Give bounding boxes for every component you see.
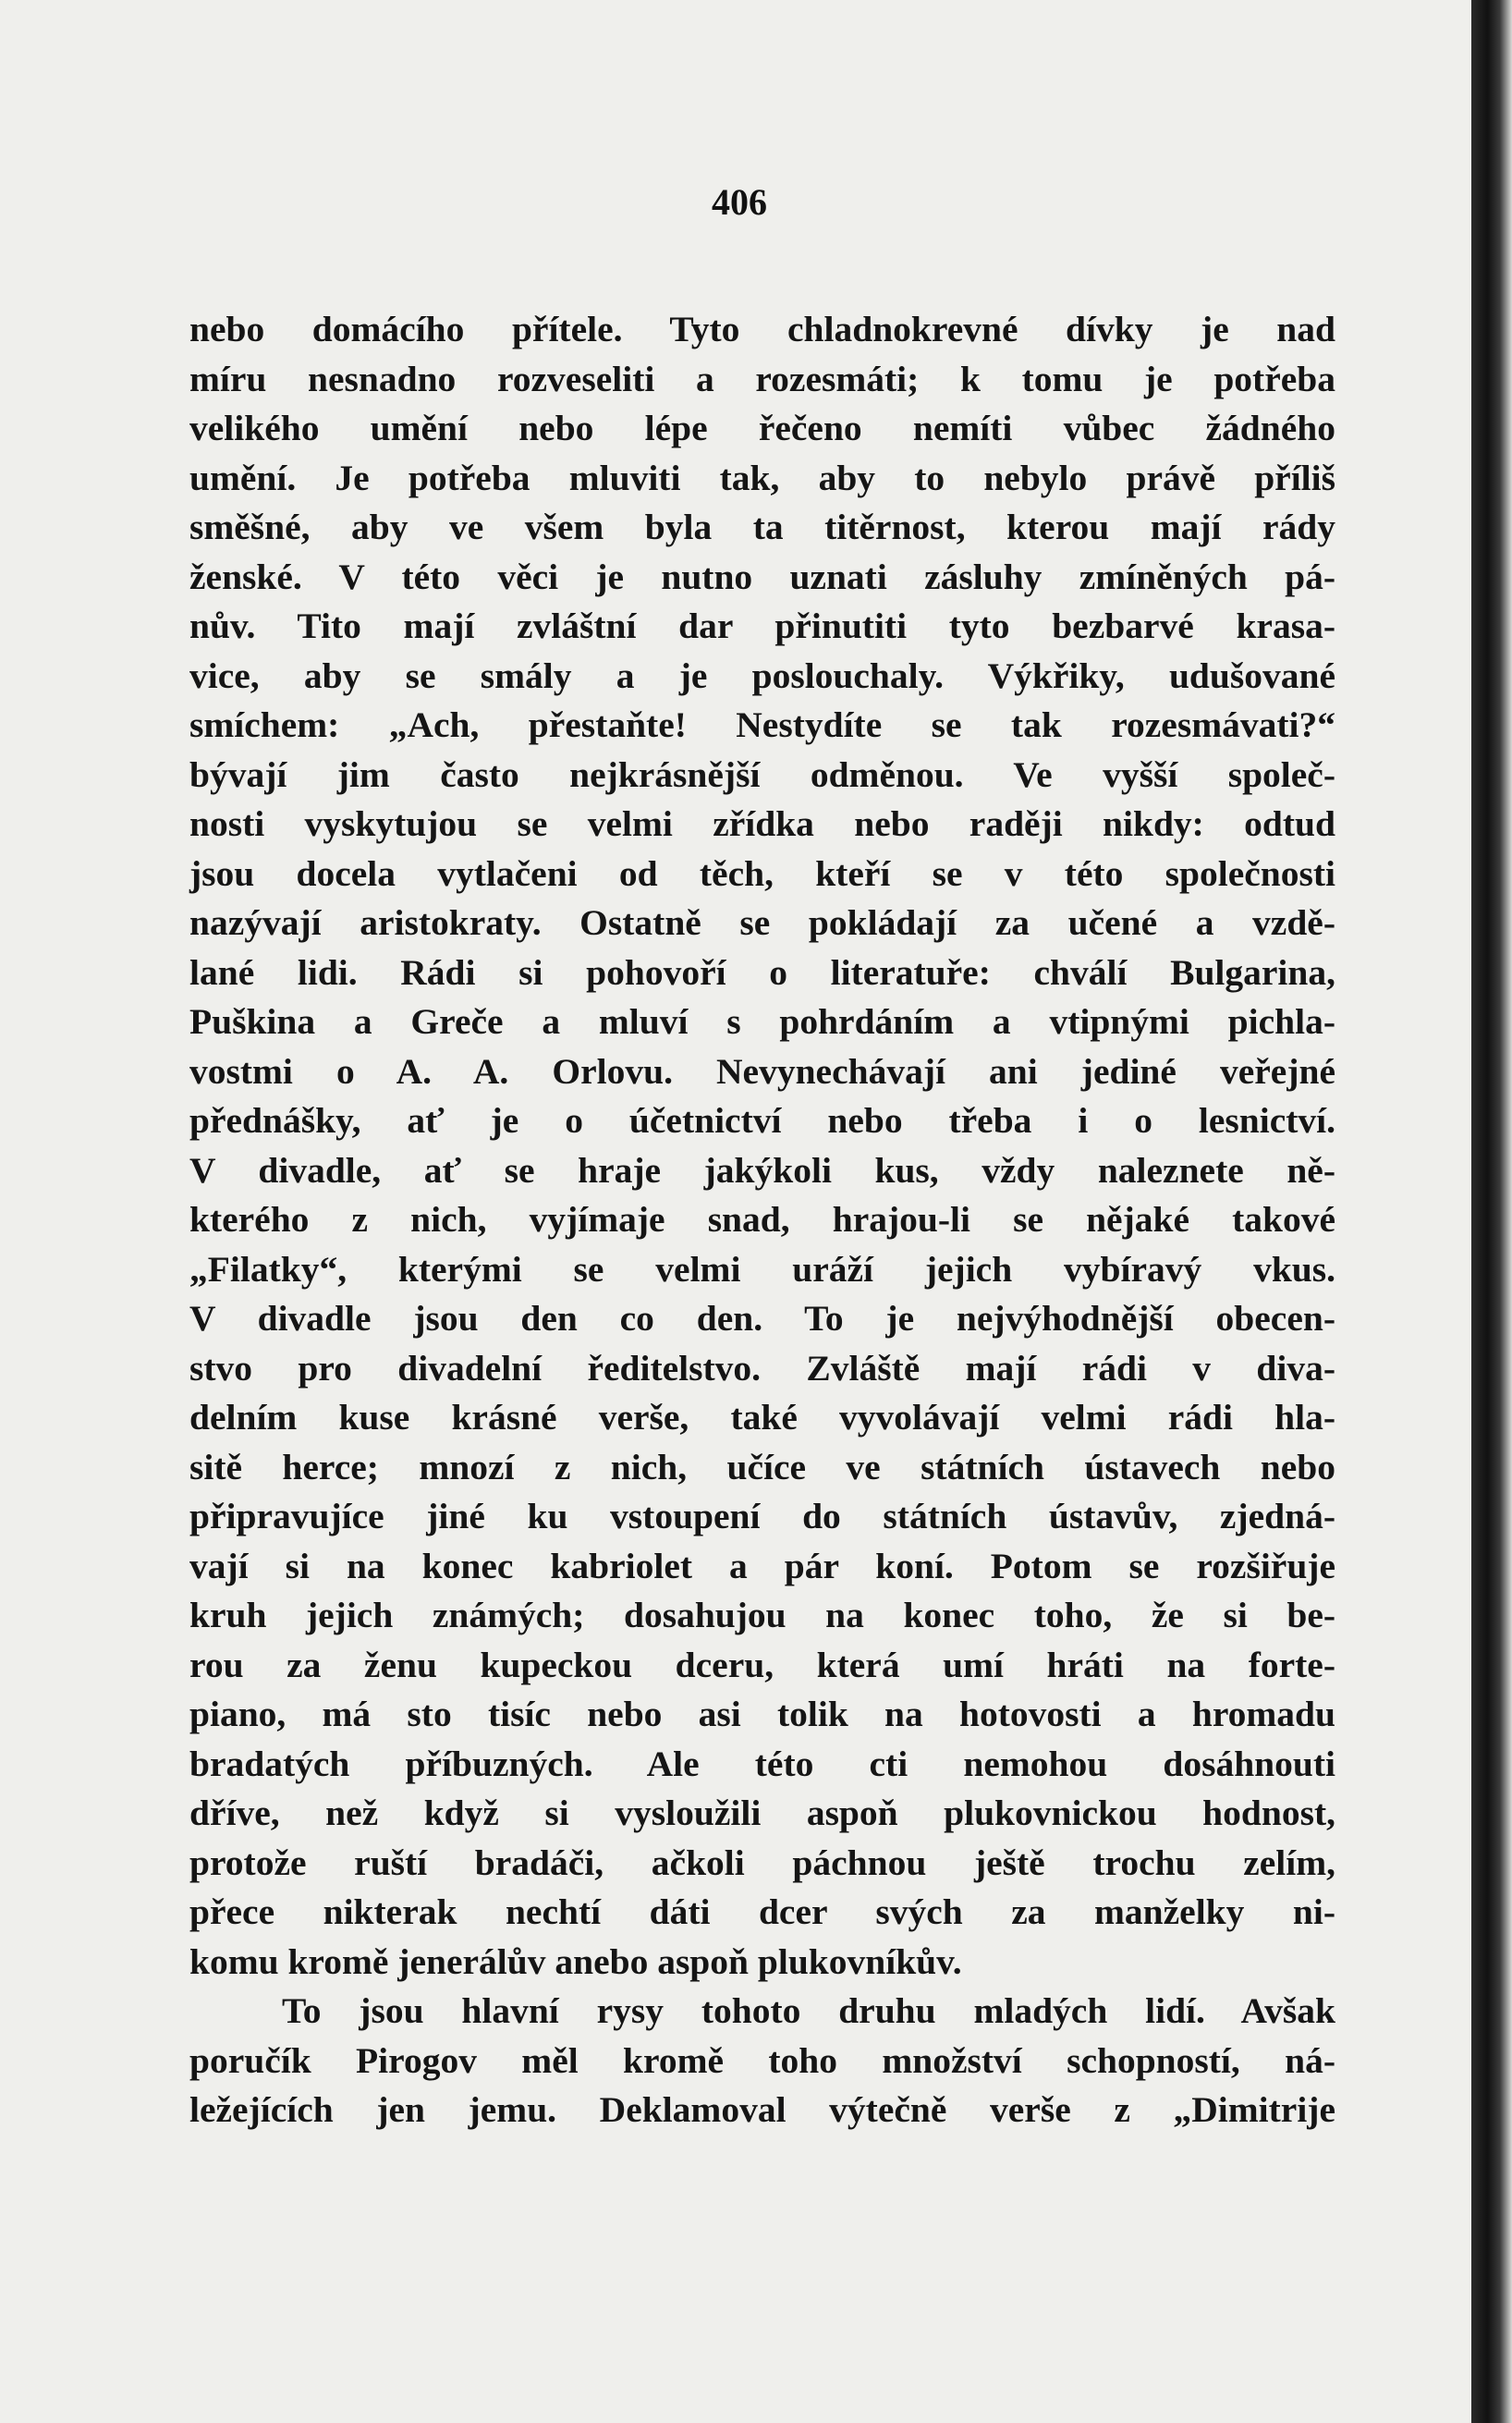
body-text — [189, 305, 1335, 2135]
text-line: vají si na konec kabriolet a pár koní. Potom se rozšiřuje — [189, 1545, 1335, 1586]
text-line: vostmi o A. A. Orlovu. Nevynechávají ani jediné veřejné — [189, 1050, 1335, 1092]
text-line: nazývají aristokraty. Ostatně se pokládají za učené a vzdě- — [189, 902, 1335, 943]
text-line: delním kuse krásné verše, také vyvolávají velmi rádi hla- — [189, 1397, 1335, 1438]
text-line: jsou docela vytlačeni od těch, kteří se v této společnosti — [189, 852, 1335, 894]
text-line: bradatých příbuzných. Ale této cti nemohou dosáhnouti — [189, 1743, 1335, 1784]
text-line: nebo domácího přítele. Tyto chladnokrevné dívky je nad — [189, 309, 1335, 349]
text-line: míru nesnadno rozveseliti a rozesmáti; k tomu je potřeba — [189, 358, 1335, 399]
text-line: směšné, aby ve všem byla ta titěrnost, kterou mají rády — [189, 507, 1335, 547]
text-line: vice, aby se smály a je poslouchaly. Výkřiky, udušované — [189, 655, 1335, 696]
text-line: piano, má sto tisíc nebo asi tolik na hotovosti a hromadu — [189, 1694, 1335, 1734]
text-line: velikého umění nebo lépe řečeno nemíti vůbec žádného — [189, 408, 1335, 448]
text-line: ležejících jen jemu. Deklamoval výtečně verše z „Dimitrije — [189, 2089, 1335, 2130]
text-line: V divadle, ať se hraje jakýkoli kus, vždy naleznete ně- — [189, 1149, 1335, 1191]
text-line: stvo pro divadelní ředitelstvo. Zvláště mají rádi v diva- — [189, 1347, 1335, 1389]
text-line: komu kromě jenerálův anebo aspoň plukovníkův. — [189, 1940, 962, 1982]
text-line: bývají jim často nejkrásnější odměnou. Ve vyšší společ- — [189, 753, 1335, 795]
text-line: Puškina a Greče a mluví s pohrdáním a vtipnými pichla- — [189, 1001, 1335, 1042]
text-line: kruh jejich známých; dosahujou na konec toho, že si be- — [189, 1595, 1335, 1635]
text-line: umění. Je potřeba mluviti tak, aby to nebylo právě příliš — [189, 457, 1335, 498]
page-number: 406 — [712, 181, 767, 223]
text-line: přece nikterak nechtí dáti dcer svých za manželky ni- — [189, 1891, 1335, 1932]
text-line: V divadle jsou den co den. To je nejvýhodnější obecen- — [189, 1298, 1335, 1339]
text-line: poručík Pirogov měl kromě toho množství schopností, ná- — [189, 2039, 1335, 2081]
text-line: nosti vyskytujou se velmi zřídka nebo raději nikdy: odtud — [189, 803, 1335, 844]
text-line: „Filatky“, kterými se velmi uráží jejich vybíravý vkus. — [189, 1248, 1335, 1290]
text-line: lané lidi. Rádi si pohovoří o literatuře: chválí Bulgarina, — [189, 951, 1335, 993]
text-line: dříve, než když si vysloužili aspoň plukovnickou hodnost, — [189, 1793, 1335, 1833]
text-line: nův. Tito mají zvláštní dar přinutiti tyto bezbarvé krasa- — [189, 606, 1335, 646]
text-line: ženské. V této věci je nutno uznati zásluhy zmíněných pá- — [189, 556, 1335, 597]
text-line: kterého z nich, vyjímaje snad, hrajou-li se nějaké takové — [189, 1199, 1335, 1240]
text-line: smíchem: „Ach, přestaňte! Nestydíte se tak rozesmávati?“ — [189, 704, 1335, 745]
text-line: připravujíce jiné ku vstoupení do státních ústavův, zjedná- — [189, 1496, 1335, 1536]
text-line: To jsou hlavní rysy tohoto druhu mladých lidí. Avšak — [282, 1990, 1335, 2031]
text-line: přednášky, ať je o účetnictví nebo třeba i o lesnictví. — [189, 1100, 1335, 1141]
text-line: rou za ženu kupeckou dceru, která umí hráti na forte- — [189, 1644, 1335, 1685]
text-line: sitě herce; mnozí z nich, učíce ve státních ústavech nebo — [189, 1446, 1335, 1487]
page-edge-shadow — [1471, 0, 1512, 2423]
text-line: protože ruští bradáči, ačkoli páchnou ještě trochu zelím, — [189, 1842, 1335, 1883]
